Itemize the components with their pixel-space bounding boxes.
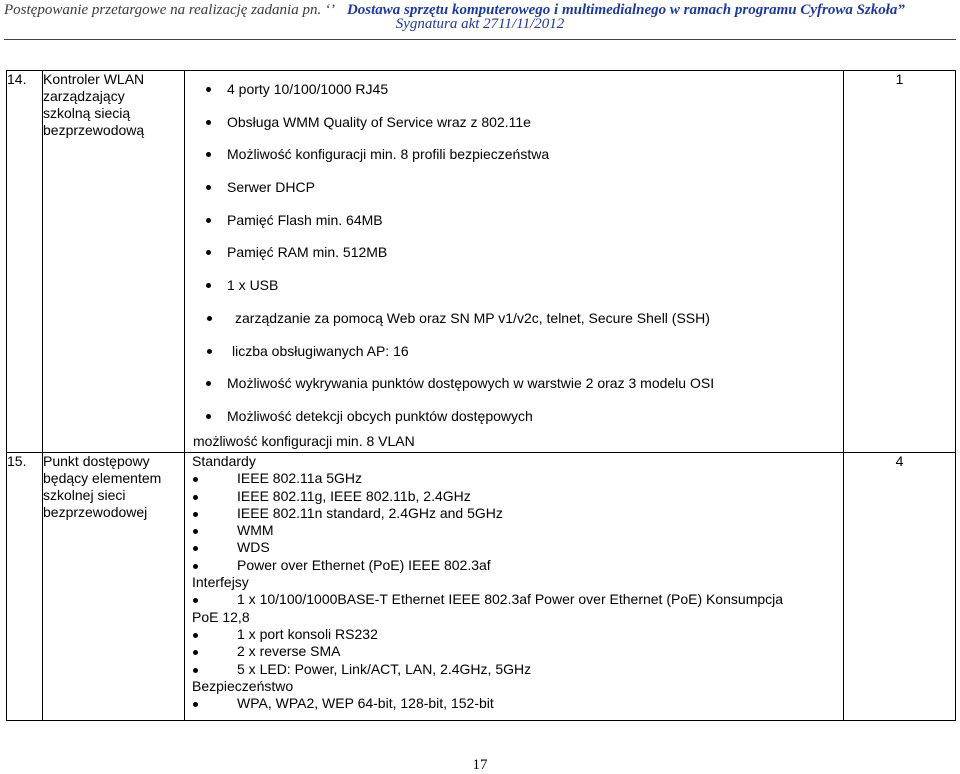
- list-item: WPA, WPA2, WEP 64-bit, 128-bit, 152-bit: [192, 695, 843, 712]
- list-item: Możliwość wykrywania punktów dostępowych w warstwie 2 oraz 3 modelu OSI: [185, 373, 843, 406]
- item-name-line: bezprzewodową: [43, 122, 145, 138]
- bullet-icon: [206, 250, 211, 255]
- bullet-icon: [193, 529, 198, 534]
- list-item: Serwer DHCP: [185, 177, 843, 210]
- list-item: zarządzanie za pomocą Web oraz SN MP v1/v2c, telnet, Secure Shell (SSH): [185, 308, 843, 341]
- list-item: Power over Ethernet (PoE) IEEE 802.3af: [192, 557, 843, 574]
- header-title-part2: Dostawa sprzętu komputerowego i multimedialnego w ramach programu Cyfrowa Szkoła”: [346, 1, 905, 18]
- table-row: [7, 453, 956, 721]
- bullet-icon: [193, 668, 198, 673]
- specification-table: [6, 70, 956, 721]
- list-item-continuation: PoE 12,8: [192, 608, 250, 625]
- item-description: [185, 453, 844, 721]
- item-description: [185, 71, 844, 453]
- section-heading: Bezpieczeństwo: [192, 677, 294, 694]
- bullet-icon: [207, 316, 212, 321]
- list-item: Pamięć Flash min. 64MB: [185, 210, 843, 243]
- header-title-part1: Postępowanie przetargowe na realizację zadania pn. ‘’: [4, 1, 335, 18]
- row-number: 14.: [7, 71, 43, 453]
- bullet-icon: [206, 381, 211, 386]
- list-item: Możliwość detekcji obcych punktów dostępowych: [185, 406, 843, 432]
- page-number: 17: [472, 757, 488, 773]
- row-number: 15.: [7, 453, 43, 721]
- item-name-line: szkolną siecią: [43, 105, 131, 121]
- bullet-icon: [193, 702, 198, 707]
- item-name-line: bezprzewodowej: [43, 504, 148, 520]
- list-item: IEEE 802.11n standard, 2.4GHz and 5GHz: [192, 505, 843, 522]
- list-item: 1 x 10/100/1000BASE-T Ethernet IEEE 802.3af Power over Ethernet (PoE) Konsumpcja: [192, 591, 843, 608]
- list-item: IEEE 802.11a 5GHz: [192, 470, 843, 487]
- bullet-icon: [193, 564, 198, 569]
- bullet-icon: [193, 598, 198, 603]
- item-quantity: 1: [844, 71, 956, 453]
- list-item: liczba obsługiwanych AP: 16: [185, 341, 843, 374]
- section-heading: Interfejsy: [192, 574, 249, 591]
- item-name: [43, 71, 185, 453]
- bullet-icon: [193, 546, 198, 551]
- list-item: 1 x port konsoli RS232: [192, 626, 843, 643]
- header-divider: [4, 39, 956, 40]
- list-item: 5 x LED: Power, Link/ACT, LAN, 2.4GHz, 5GHz: [192, 661, 843, 678]
- document-reference: Sygnatura akt 2711/11/2012: [395, 16, 565, 32]
- list-item: Możliwość konfiguracji min. 8 profili bezpieczeństwa: [185, 144, 843, 177]
- item-name-line: będący elementem: [43, 470, 162, 486]
- bullet-icon: [206, 283, 211, 288]
- list-item: Obsługa WMM Quality of Service wraz z 802.11e: [185, 112, 843, 145]
- list-item: 1 x USB: [185, 275, 843, 308]
- section-heading: Standardy: [192, 453, 256, 469]
- item-name-line: Kontroler WLAN: [43, 71, 145, 87]
- list-item: Pamięć RAM min. 512MB: [185, 242, 843, 275]
- bullet-icon: [207, 349, 212, 354]
- list-item: IEEE 802.11g, IEEE 802.11b, 2.4GHz: [192, 488, 843, 505]
- list-item: WDS: [192, 539, 843, 556]
- bullet-icon: [193, 477, 198, 482]
- bullet-icon: [193, 512, 198, 517]
- bullet-icon: [206, 414, 211, 419]
- item-name-line: szkolnej sieci: [43, 487, 126, 503]
- item-name-line: Punkt dostępowy: [43, 453, 150, 469]
- spec-list: [185, 453, 843, 720]
- bullet-icon: [206, 152, 211, 157]
- list-item: WMM: [192, 522, 843, 539]
- bullet-icon: [193, 633, 198, 638]
- item-name-line: zarządzający: [43, 88, 125, 104]
- item-name: [43, 453, 185, 721]
- item-quantity: 4: [844, 453, 956, 721]
- bullet-icon: [206, 120, 211, 125]
- list-item: 2 x reverse SMA: [192, 643, 843, 660]
- list-item: możliwość konfiguracji min. 8 VLAN: [193, 432, 415, 449]
- bullet-icon: [206, 218, 211, 223]
- bullet-icon: [206, 87, 211, 92]
- feature-list: [185, 71, 843, 450]
- bullet-icon: [193, 495, 198, 500]
- list-item: 4 porty 10/100/1000 RJ45: [185, 79, 843, 112]
- bullet-icon: [206, 185, 211, 190]
- bullet-icon: [193, 650, 198, 655]
- table-row: [7, 71, 956, 453]
